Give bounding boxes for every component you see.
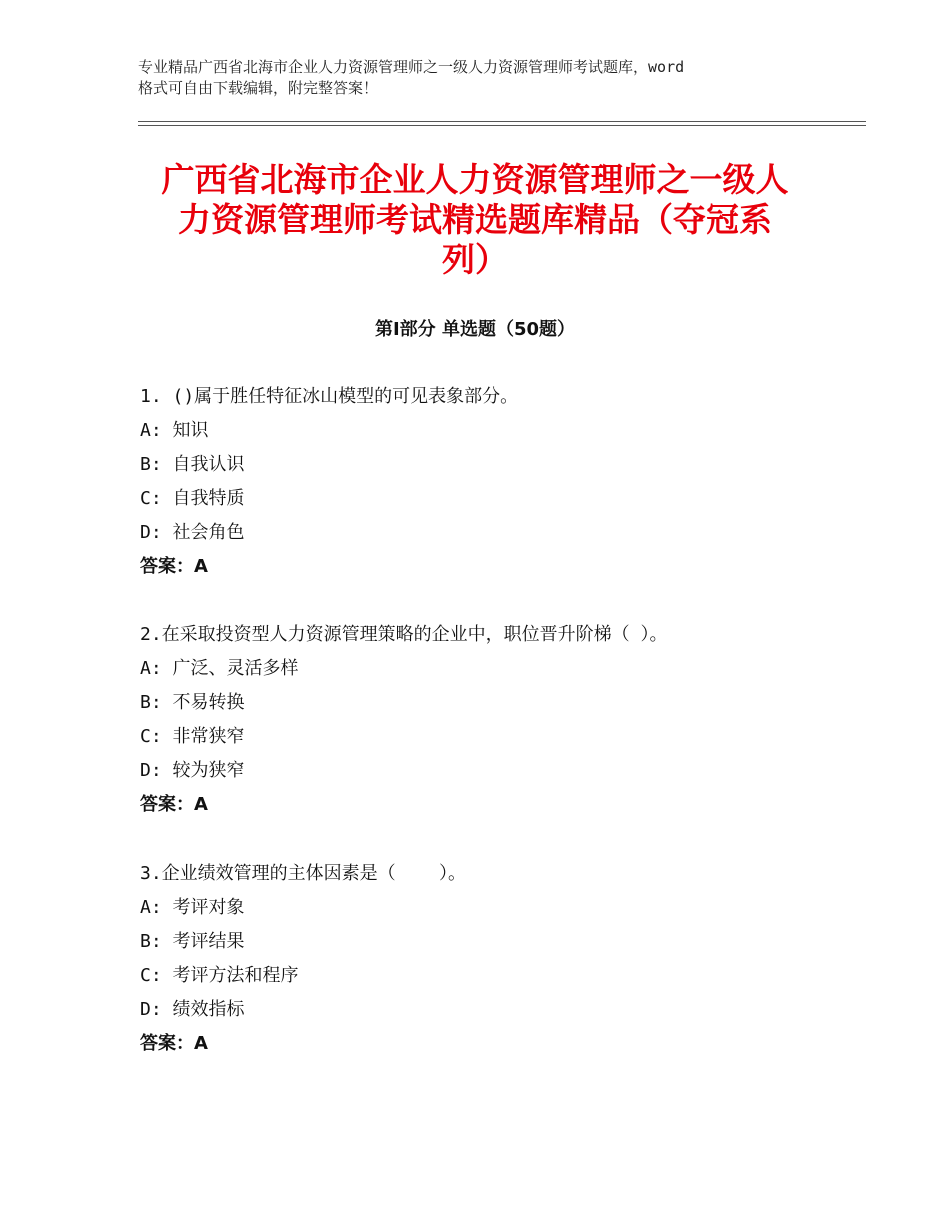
option-c: C: 自我特质 xyxy=(140,488,245,509)
header-line-2: 格式可自由下载编辑，附完整答案！ xyxy=(138,79,379,97)
document-header xyxy=(138,57,818,99)
answer: 答案：A xyxy=(140,556,208,577)
document-title xyxy=(120,160,830,280)
question-stem: 1. ()属于胜任特征冰山模型的可见表象部分。 xyxy=(140,386,519,407)
question-2 xyxy=(140,618,840,822)
question-1 xyxy=(140,380,840,584)
answer: 答案：A xyxy=(140,794,208,815)
question-stem: 2.在采取投资型人力资源管理策略的企业中，职位晋升阶梯（ ）。 xyxy=(140,624,668,645)
title-line-2: 力资源管理师考试精选题库精品（夺冠系 xyxy=(178,200,772,239)
question-stem: 3.企业绩效管理的主体因素是（ ）。 xyxy=(140,863,467,884)
option-d: D: 较为狭窄 xyxy=(140,760,245,781)
option-b: B: 考评结果 xyxy=(140,931,245,952)
option-b: B: 不易转换 xyxy=(140,692,245,713)
section-heading: 第Ⅰ部分 单选题（50题） xyxy=(374,319,575,340)
option-d: D: 社会角色 xyxy=(140,522,245,543)
question-3 xyxy=(140,857,840,1061)
option-c: C: 非常狭窄 xyxy=(140,726,245,747)
header-line-1: 专业精品广西省北海市企业人力资源管理师之一级人力资源管理师考试题库，word xyxy=(138,58,685,76)
option-c: C: 考评方法和程序 xyxy=(140,965,299,986)
header-rule-bottom xyxy=(138,125,866,126)
option-d: D: 绩效指标 xyxy=(140,999,245,1020)
answer: 答案：A xyxy=(140,1033,208,1054)
option-a: A: 广泛、灵活多样 xyxy=(140,658,299,679)
option-b: B: 自我认识 xyxy=(140,454,245,475)
option-a: A: 知识 xyxy=(140,420,209,441)
title-line-3: 列） xyxy=(442,240,508,279)
title-line-1: 广西省北海市企业人力资源管理师之一级人 xyxy=(161,160,789,199)
option-a: A: 考评对象 xyxy=(140,897,245,918)
header-rule-top xyxy=(138,121,866,122)
